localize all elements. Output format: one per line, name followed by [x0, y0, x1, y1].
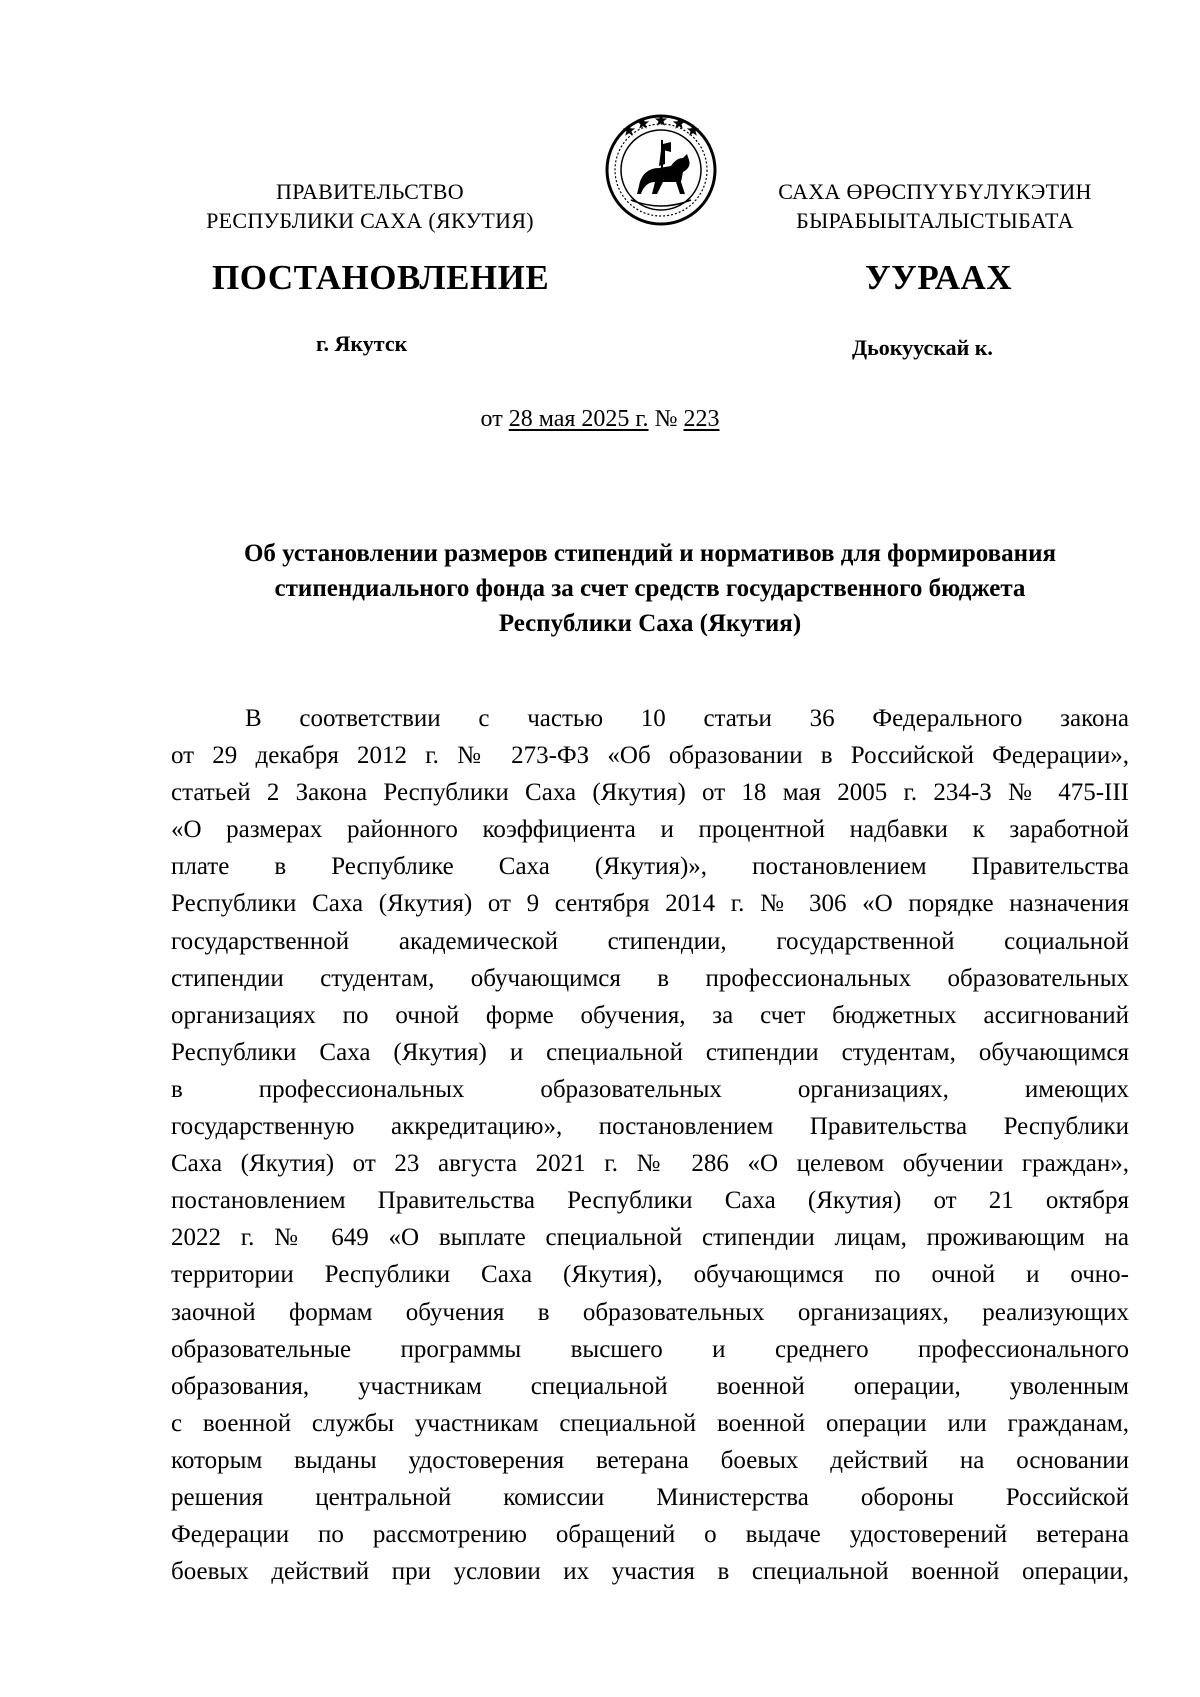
body-line: которым выданы удостоверения ветерана боевых действий на основании [171, 1446, 1129, 1474]
body-line: государственной академической стипендии, государственной социальной [171, 927, 1129, 955]
body-line: заочной формам обучения в образовательных организациях, реализующих [171, 1298, 1129, 1326]
document-dateline [0, 404, 1200, 434]
body-line: Республики Саха (Якутия) и специальной стипендии студентам, обучающимся [171, 1038, 1129, 1066]
body-line: образовательные программы высшего и среднего профессионального [171, 1335, 1129, 1363]
date-prefix: от [480, 406, 503, 432]
right-org-line-1: САХА ӨРӨСПҮҮБҮЛҮКЭТИН [778, 179, 1092, 204]
right-document-type: УУРААХ [865, 258, 1013, 297]
body-line: плате в Республике Саха (Якутия)», постановлением Правительства [171, 853, 1129, 881]
body-line: В соответствии с частью 10 статьи 36 Федерального закона [245, 705, 1129, 732]
left-org-line-1: ПРАВИТЕЛЬСТВО [276, 179, 464, 204]
body-line: постановлением Правительства Республики Саха (Якутия) от 21 октября [171, 1187, 1129, 1215]
body-line: статьей 2 Закона Республики Саха (Якутия) от 18 мая 2005 г. 234-З № 475-III [171, 779, 1129, 807]
body-line: Республики Саха (Якутия) от 9 сентября 2014 г. № 306 «О порядке назначения [171, 890, 1129, 918]
body-line: боевых действий при условии их участия в специальной военной операции, [171, 1558, 1129, 1586]
body-line: от 29 декабря 2012 г. № 273-ФЗ «Об образовании в Российской Федерации», [171, 742, 1129, 770]
body-line: решения центральной комиссии Министерства обороны Российской [171, 1483, 1129, 1511]
body-line: организациях по очной форме обучения, за счет бюджетных ассигнований [171, 1001, 1129, 1029]
body-line: в профессиональных образовательных организациях, имеющих [171, 1075, 1129, 1103]
left-city: г. Якутск [316, 331, 408, 356]
body-line: государственную аккредитацию», постановлением Правительства Республики [171, 1113, 1129, 1141]
document-date: 28 мая 2025 г. [508, 406, 649, 432]
document-body [171, 700, 1129, 1590]
number-sign: № [654, 406, 678, 432]
title-line: Об установлении размеров стипендий и нормативов для формирования [243, 540, 1057, 567]
title-line: стипендиального фонда за счет средств государственного бюджета [274, 575, 1026, 602]
right-city: Дьокуускай к. [852, 335, 993, 360]
left-org-line-2: РЕСПУБЛИКИ САХА (ЯКУТИЯ) [206, 208, 534, 233]
body-line: 2022 г. № 649 «О выплате специальной стипендии лицам, проживающим на [171, 1224, 1129, 1252]
body-line: образования, участникам специальной военной операции, уволенным [171, 1372, 1129, 1400]
body-line: территории Республики Саха (Якутия), обучающимся по очной и очно- [171, 1261, 1129, 1289]
body-line: стипендии студентам, обучающимся в профессиональных образовательных [171, 964, 1129, 992]
right-org-line-2: БЫРАБЫЫТАЛЫСТЫБАТА [796, 208, 1074, 233]
body-line: Саха (Якутия) от 23 августа 2021 г. № 286 «О целевом обучении граждан», [171, 1150, 1129, 1178]
left-document-type: ПОСТАНОВЛЕНИЕ [212, 258, 550, 297]
body-line: «О размерах районного коэффициента и процентной надбавки к заработной [171, 816, 1129, 844]
document-number: 223 [683, 406, 720, 432]
right-organization-name [745, 177, 1125, 235]
left-organization-name [180, 177, 560, 235]
emblem-icon [601, 108, 721, 228]
body-line: Федерации по рассмотрению обращений о выдаче удостоверений ветерана [171, 1521, 1129, 1549]
body-line: с военной службы участникам специальной военной операции или гражданам, [171, 1409, 1129, 1437]
title-line: Республики Саха (Якутия) [498, 610, 802, 637]
document-title [170, 536, 1130, 641]
